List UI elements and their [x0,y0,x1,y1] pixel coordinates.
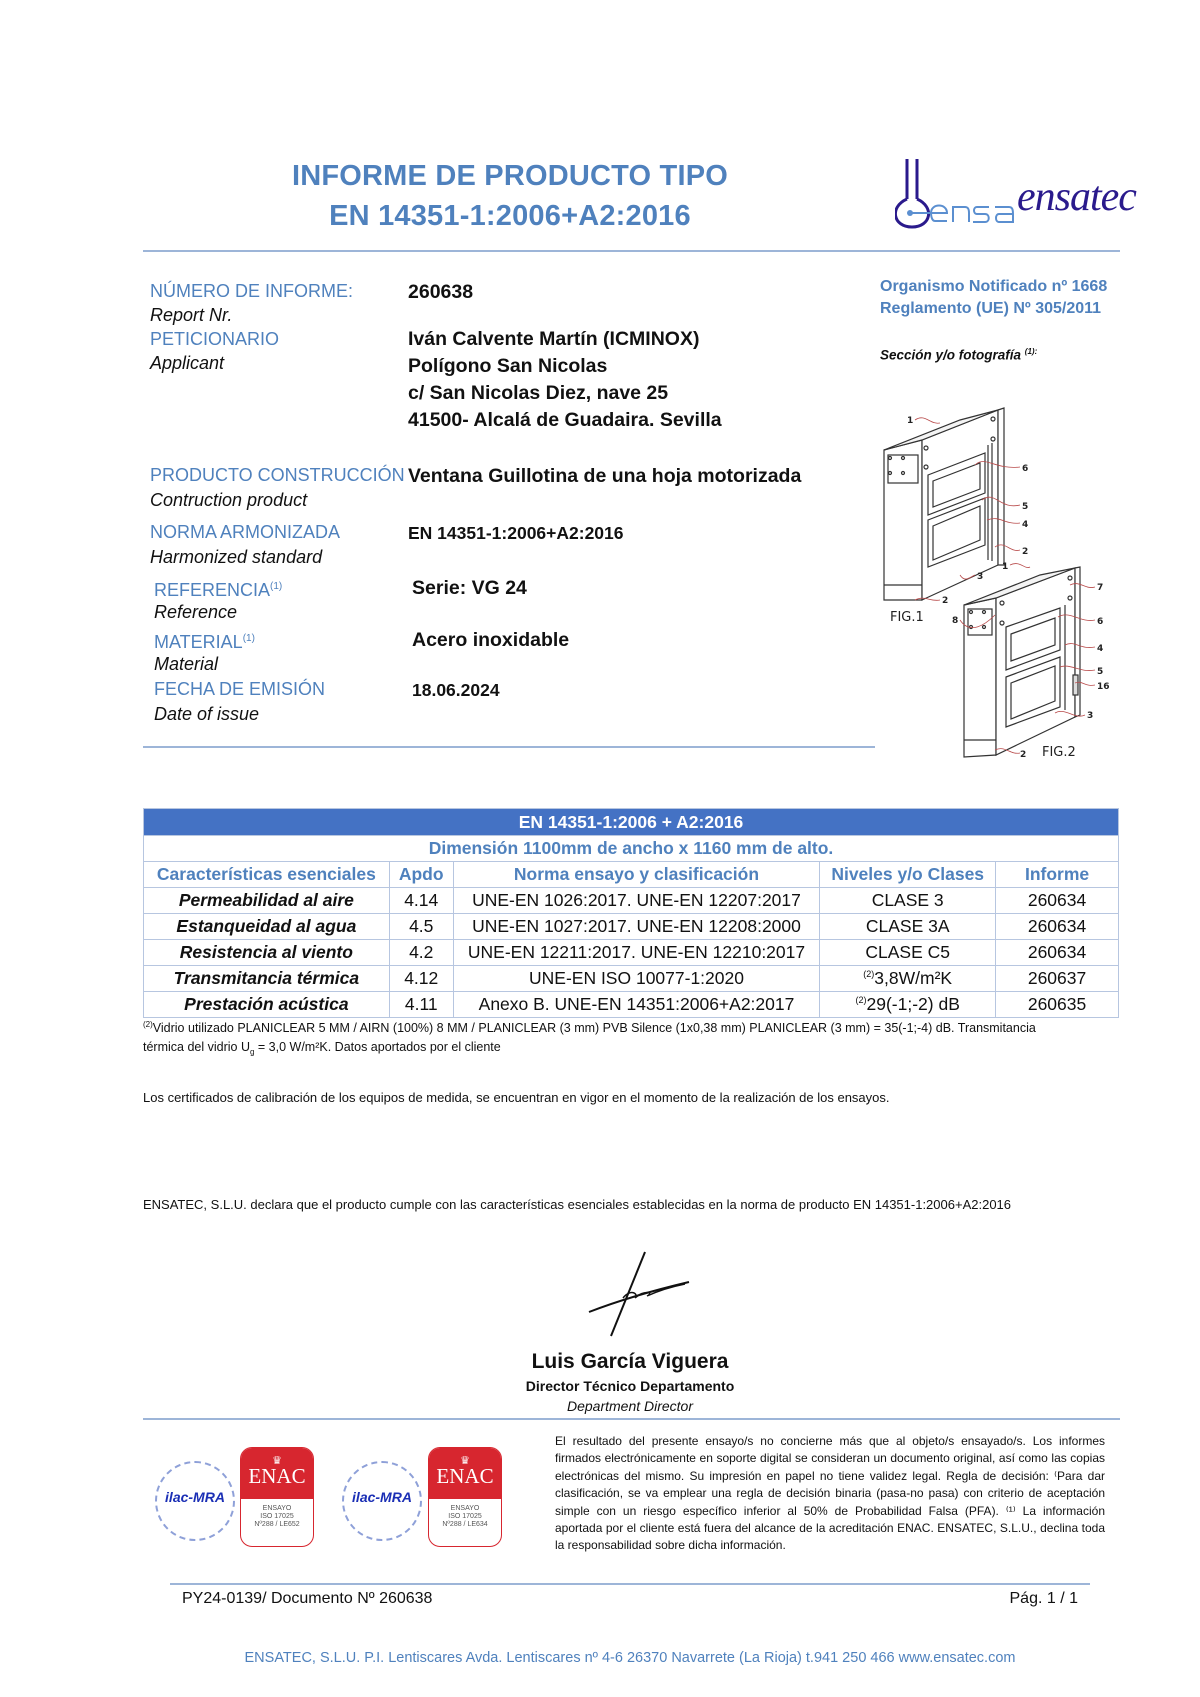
table-row [144,992,1119,1018]
informe-cell: 260635 [996,992,1119,1018]
product-value: Ventana Guillotina de una hoja motorizada [408,465,802,487]
callout-2: 2 [1020,750,1027,760]
calibration-statement: Los certificados de calibración de los equipos de medida, se encuentran en vigor en el momento de la realización de los ensayos. [143,1090,890,1105]
accreditation-badges [150,1447,520,1557]
callout-3: 3 [1087,711,1094,721]
signatory-name: Luis García Viguera [531,1350,729,1373]
material-label-text: MATERIAL [154,632,243,652]
table-dimension-row [144,836,1119,862]
enac-line: ENSAYO [450,1505,480,1512]
characteristic-cell: Estanqueidad al agua [144,914,390,940]
nivel-value: 3,8W/m²K [874,968,953,988]
product-label: PRODUCTO CONSTRUCCIÓN [150,465,405,485]
applicant-line: 41500- Alcalá de Guadaira. Sevilla [408,409,722,431]
enac-header [429,1448,501,1499]
norma-cell: UNE-EN ISO 10077-1:2020 [453,966,820,992]
logo-text: ensatec [1017,174,1136,220]
ilac-mra-logo [342,1461,422,1541]
nivel-cell: CLASE 3A [820,914,996,940]
apdo-cell: 4.14 [389,888,453,914]
section-label-text: Sección y/o fotografía [880,347,1022,363]
callout-1: 1 [1002,562,1009,572]
results-table [143,808,1119,1018]
footnote-ref: (2) [855,995,867,1006]
enac-line: ISO 17025 [448,1513,482,1520]
table-row [144,914,1119,940]
ilac-text: ilac-MRA [165,1489,225,1505]
enac-line: ENSAYO [262,1505,292,1512]
enac-text: ENAC [248,1464,306,1488]
legal-disclaimer: El resultado del presente ensayo/s no concierne más que al objeto/s ensayado/s. Los informes firmados electrónicamente en soporte digital se consideran un documento original, así como las copias electrónicas del mismo. Su impresión en papel no tiene validez legal. Regla de decisión: ⁽Para dar clasificación, se va emplear una regla de decisión binaria (pasa-no pasa) con criterio de aceptación simple con un riesgo específico inferior al 50% de Probabilidad Falsa (PFA). ⁽¹⁾ La información aportada por el cliente está fuera del alcance de la acreditación ENAC. ENSATEC, S.L.U., declina toda la responsabilidad sobre dicha información. [555,1434,1105,1553]
applicant-line: c/ San Nicolas Diez, nave 25 [408,382,669,404]
callout-5: 5 [1097,667,1104,677]
header-divider [143,250,1120,252]
column-header: Apdo [389,862,453,888]
applicant-label: PETICIONARIO [150,329,280,349]
signature-icon [585,1250,695,1340]
nivel-cell [820,966,996,992]
ilac-text: ilac-MRA [352,1489,412,1505]
enac-header [241,1448,313,1499]
title-line-2: EN 14351-1:2006+A2:2016 [329,200,691,232]
informe-cell: 260634 [996,914,1119,940]
fig1-window-drawing [884,408,1004,600]
callout-7: 7 [1097,583,1104,593]
fig2-window-drawing [964,567,1080,757]
document-reference: PY24-0139/ Documento Nº 260638 [182,1590,433,1607]
material-sublabel: Material [154,654,219,674]
ilac-mra-logo [155,1461,235,1541]
norma-cell: UNE-EN 1026:2017. UNE-EN 12207:2017 [453,888,820,914]
table-row [144,940,1119,966]
signatory-role-en: Department Director [566,1398,694,1414]
declaration-statement: ENSATEC, S.L.U. declara que el producto cumple con las características esenciales establecidas en la norma de producto EN 14351-1:2006+A2:2016 [143,1197,1012,1212]
title-line-1: INFORME DE PRODUCTO TIPO [291,160,729,192]
callout-2: 2 [942,596,949,606]
callout-4: 4 [1097,644,1104,654]
reference-sup: (1) [270,581,283,592]
column-header: Niveles y/o Clases [820,862,996,888]
standard-value: EN 14351-1:2006+A2:2016 [408,523,624,543]
notified-body-line1: Organismo Notificado nº 1668 [880,278,1108,295]
footnote-text-2a: térmica del vidrio U [143,1040,250,1055]
informe-cell: 260634 [996,940,1119,966]
column-header: Características esenciales [144,862,390,888]
footnote-sup: (2) [143,1020,153,1029]
applicant-line: Iván Calvente Martín (ICMINOX) [408,328,700,350]
characteristic-cell: Permeabilidad al aire [144,888,390,914]
enac-badge [428,1447,502,1547]
applicant-line: Polígono San Nicolas [408,355,608,377]
table-dimension: Dimensión 1100mm de ancho x 1160 mm de alto. [144,836,1119,862]
enac-line: Nº288 / LE652 [254,1521,300,1528]
standard-label: NORMA ARMONIZADA [150,522,341,542]
applicant-address [408,326,722,434]
window-diagram [870,395,1120,765]
table-footnote [143,1015,1123,1062]
footnote-subscript: g [249,1047,255,1057]
callout-6: 6 [1097,617,1104,627]
standard-sublabel: Harmonized standard [150,547,323,567]
norma-cell: UNE-EN 12211:2017. UNE-EN 12210:2017 [453,940,820,966]
footnote-text-1: Vidrio utilizado PLANICLEAR 5 MM / AIRN (100%) 8 MM / PLANICLEAR (3 mm) PVB Silence (1x0,38 mm) PLANICLEAR (3 mm) = 35(-1;-4) dB. Transmitancia [152,1021,1036,1036]
ensatec-logo [895,155,1136,230]
document-title [280,156,740,236]
nivel-cell: CLASE C5 [820,940,996,966]
table-title-row [144,809,1119,836]
callout-5: 5 [1022,502,1029,512]
footer-divider [170,1583,1090,1585]
norma-cell: Anexo B. UNE-EN 14351:2006+A2:2017 [453,992,820,1018]
nivel-cell [820,992,996,1018]
crown-icon: ♛ [272,1455,282,1467]
informe-cell: 260634 [996,888,1119,914]
apdo-cell: 4.2 [389,940,453,966]
material-value: Acero inoxidable [412,629,570,651]
signature-divider [143,1418,1120,1420]
enac-details [429,1499,501,1529]
section-photo-label [880,347,1037,363]
issue-date-sublabel: Date of issue [154,704,260,724]
nivel-cell: CLASE 3 [820,888,996,914]
table-row [144,888,1119,914]
notified-body-line2: Reglamento (UE) Nº 305/2011 [880,300,1102,317]
reference-label-text: REFERENCIA [154,580,271,600]
footnote-line-2 [143,1038,1123,1062]
callout-3: 3 [977,572,984,582]
crown-icon: ♛ [460,1455,470,1467]
callout-6: 6 [1022,464,1029,474]
enac-line: ISO 17025 [260,1513,294,1520]
applicant-sublabel: Applicant [150,353,225,373]
informe-cell: 260637 [996,966,1119,992]
characteristic-cell: Resistencia al viento [144,940,390,966]
table-header-row [144,862,1119,888]
apdo-cell: 4.5 [389,914,453,940]
footnote-line-1 [143,1015,1123,1038]
callout-2: 2 [1022,547,1029,557]
company-address: ENSATEC, S.L.U. P.I. Lentiscares Avda. Lentiscares nº 4-6 26370 Navarrete (La Rioja) t.941 250 466 www.ensatec.com [244,1650,1016,1666]
table-row [144,966,1119,992]
issue-date-value: 18.06.2024 [412,680,500,700]
signatory-role: Director Técnico Departamento [525,1378,735,1394]
info-divider [143,746,875,748]
material-sup: (1) [242,633,255,644]
apdo-cell: 4.11 [389,992,453,1018]
enac-details [241,1499,313,1529]
reference-label [154,575,282,602]
callout-8: 8 [952,616,959,626]
column-header: Informe [996,862,1119,888]
enac-line: Nº288 / LE634 [442,1521,488,1528]
product-sublabel: Contruction product [150,490,308,510]
callout-4: 4 [1022,520,1029,530]
footnote-text-2b: = 3,0 W/m²K. Datos aportados por el cliente [254,1040,501,1055]
report-nr-sublabel: Report Nr. [150,305,233,325]
enac-text: ENAC [436,1464,494,1488]
norma-cell: UNE-EN 1027:2017. UNE-EN 12208:2000 [453,914,820,940]
page-number: Pág. 1 / 1 [1009,1590,1078,1607]
callout-1: 1 [907,416,914,426]
callout-16: 16 [1097,682,1110,692]
footnote-ref: (2) [863,969,875,980]
reference-value: Serie: VG 24 [412,577,527,599]
column-header: Norma ensayo y clasificación [453,862,820,888]
characteristic-cell: Transmitancia térmica [144,966,390,992]
reference-sublabel: Reference [154,602,238,622]
table-title: EN 14351-1:2006 + A2:2016 [144,809,1119,836]
fig1-label: FIG.1 [890,610,924,625]
apdo-cell: 4.12 [389,966,453,992]
characteristic-cell: Prestación acústica [144,992,390,1018]
section-sup: (1): [1024,347,1038,356]
nivel-value: 29(-1;-2) dB [866,994,960,1014]
fig2-label: FIG.2 [1042,745,1076,760]
report-nr-value: 260638 [408,281,474,303]
material-label [154,627,255,654]
enac-badge [240,1447,314,1547]
report-nr-label: NÚMERO DE INFORME: [150,281,354,301]
issue-date-label: FECHA DE EMISIÓN [154,679,326,699]
